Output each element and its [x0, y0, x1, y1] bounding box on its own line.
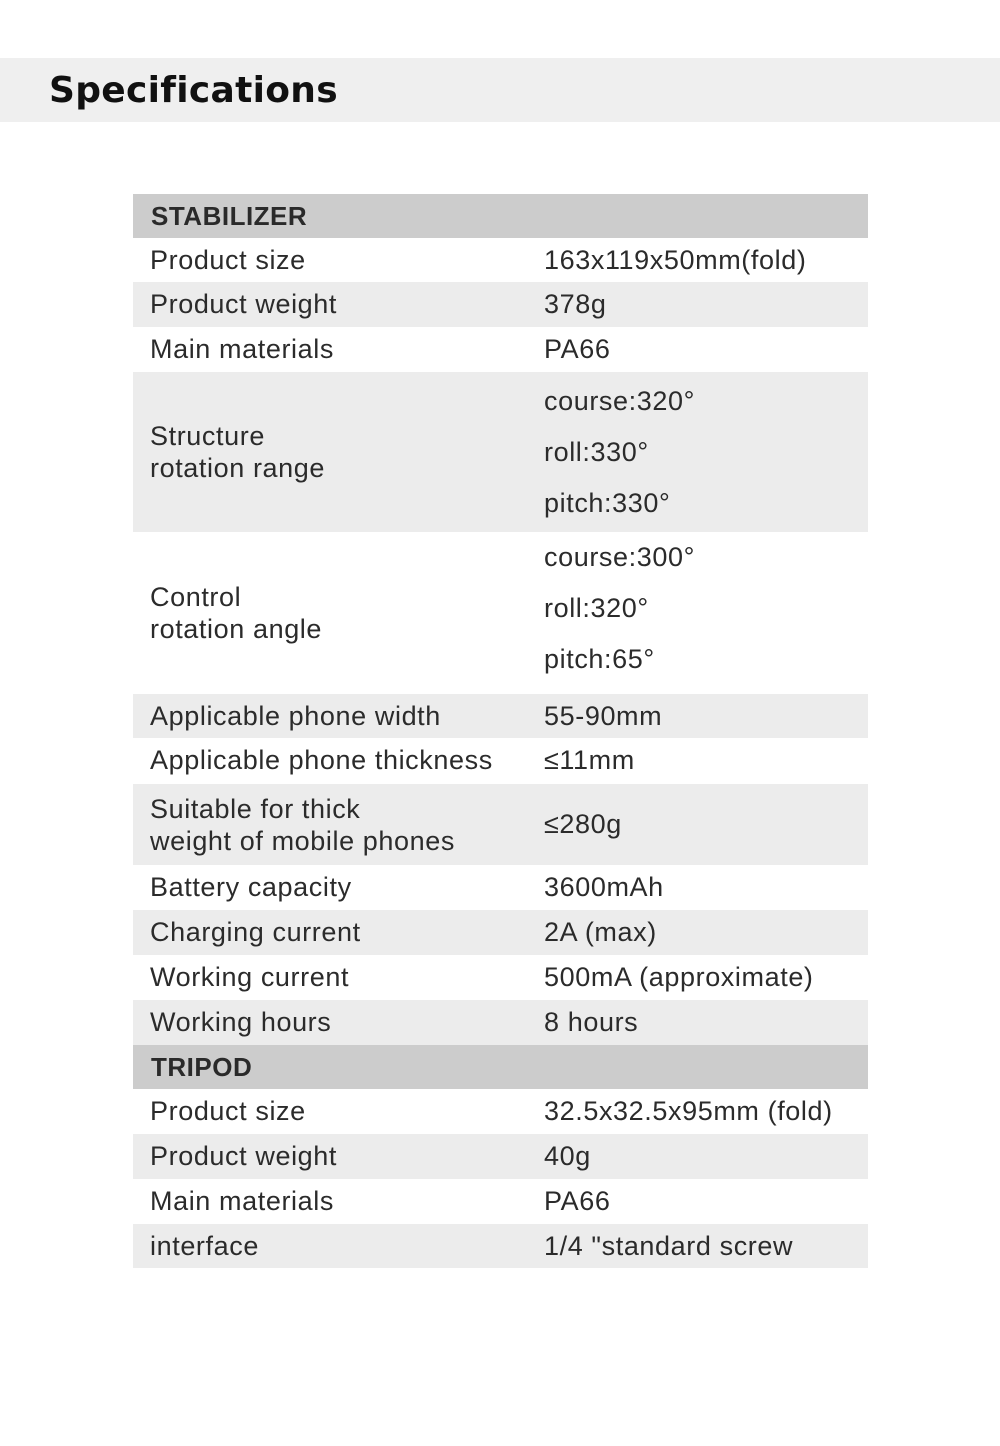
spec-row-tripod-interface [133, 1224, 868, 1268]
spec-label: Working current [150, 962, 350, 992]
spec-label [150, 581, 322, 645]
spec-value: PA66 [544, 334, 611, 364]
spec-label: Product size [150, 245, 306, 275]
section-header-stabilizer [133, 194, 868, 238]
spec-label: Product weight [150, 289, 337, 319]
section-title: STABILIZER [151, 201, 308, 231]
spec-label: Product weight [150, 1141, 337, 1171]
spec-label: Product size [150, 1096, 306, 1126]
spec-table [133, 194, 868, 1268]
spec-value: course:320° [544, 386, 695, 416]
spec-row-product-weight [133, 282, 868, 327]
spec-label-line: rotation angle [150, 614, 323, 644]
spec-label: Applicable phone thickness [150, 745, 493, 775]
spec-value: 3600mAh [544, 872, 664, 902]
spec-value: 500mA (approximate) [544, 962, 814, 992]
spec-value: 32.5x32.5x95mm (fold) [544, 1096, 833, 1126]
spec-row-phone-weight [133, 784, 868, 865]
spec-value: course:300° [544, 542, 695, 572]
spec-value: ≤280g [544, 809, 622, 839]
page-title: Specifications [49, 70, 338, 111]
spec-row-structure-rotation [133, 372, 868, 532]
spec-value: 2A (max) [544, 917, 657, 947]
spec-label [150, 793, 455, 857]
spec-row-control-rotation [133, 532, 868, 694]
spec-row-charging-current [133, 910, 868, 955]
spec-value: 8 hours [544, 1007, 639, 1037]
spec-label-line: Structure [150, 421, 265, 451]
section-header-tripod [133, 1045, 868, 1089]
spec-value: 40g [544, 1141, 591, 1171]
spec-label: Working hours [150, 1007, 332, 1037]
spec-label: interface [150, 1231, 259, 1261]
spec-row-phone-thickness [133, 738, 868, 784]
spec-value-list [544, 376, 695, 529]
spec-value: 1/4 "standard screw [544, 1231, 794, 1261]
spec-value: 378g [544, 289, 607, 319]
spec-label-line: weight of mobile phones [150, 825, 455, 856]
spec-row-phone-width [133, 694, 868, 738]
spec-row-battery-capacity [133, 865, 868, 910]
spec-label-line: Control [150, 582, 242, 612]
spec-row-working-hours [133, 1000, 868, 1045]
spec-label-line: Suitable for thick [150, 793, 361, 824]
spec-row-working-current [133, 955, 868, 1000]
spec-row-main-materials [133, 327, 868, 372]
spec-value: roll:320° [544, 593, 649, 623]
spec-value: ≤11mm [544, 745, 635, 775]
spec-label [150, 420, 325, 484]
spec-row-product-size [133, 238, 868, 282]
spec-label-line: rotation range [150, 453, 326, 483]
spec-value: PA66 [544, 1186, 611, 1216]
spec-label: Main materials [150, 1186, 334, 1216]
spec-label: Main materials [150, 334, 334, 364]
section-title: TRIPOD [151, 1052, 253, 1082]
spec-value: 55-90mm [544, 701, 663, 731]
spec-value: 163x119x50mm(fold) [544, 245, 807, 275]
spec-value: pitch:65° [544, 644, 655, 674]
spec-row-tripod-main-materials [133, 1179, 868, 1224]
spec-row-tripod-product-size [133, 1089, 868, 1134]
spec-label: Battery capacity [150, 872, 352, 902]
spec-row-tripod-product-weight [133, 1134, 868, 1179]
spec-label: Applicable phone width [150, 701, 441, 731]
spec-value: pitch:330° [544, 488, 671, 518]
spec-value: roll:330° [544, 437, 649, 467]
spec-label: Charging current [150, 917, 361, 947]
spec-value-list [544, 532, 695, 685]
